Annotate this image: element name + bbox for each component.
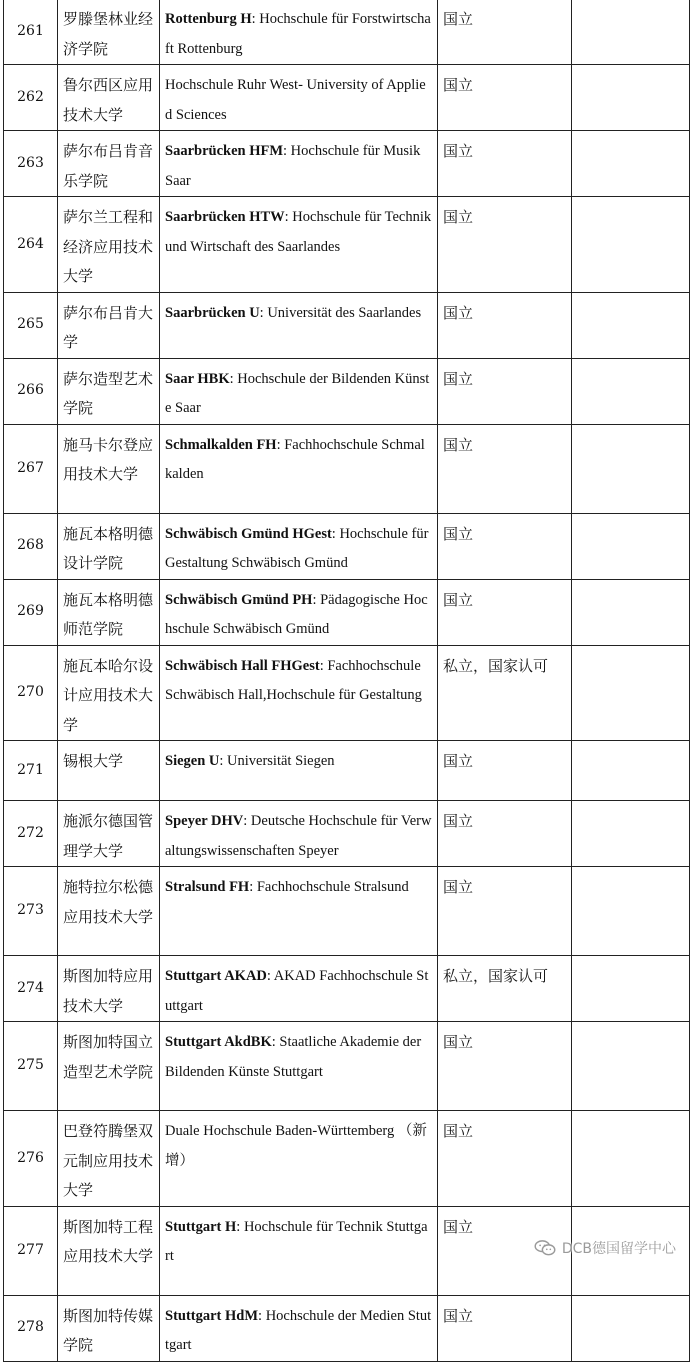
table-row bbox=[4, 0, 690, 65]
abbreviation: Schwäbisch Hall FHGest bbox=[165, 657, 320, 674]
chinese-name: 斯图加特工程应用技术大学 bbox=[58, 1206, 160, 1295]
institution-type: 国立 bbox=[438, 292, 572, 358]
abbreviation: Stuttgart HdM bbox=[165, 1307, 259, 1324]
row-number: 267 bbox=[4, 424, 58, 513]
full-name: : Fachhochschule Schwäbisch Hall,Hochschule für Gestaltung bbox=[165, 657, 422, 703]
empty-cell bbox=[572, 1111, 690, 1207]
full-name: : Hochschule für Technik Stuttgart bbox=[165, 1218, 428, 1264]
table-row bbox=[4, 645, 690, 741]
abbreviation: Stuttgart AkdBK bbox=[165, 1034, 272, 1050]
empty-cell bbox=[572, 197, 690, 293]
institution-type: 国立 bbox=[438, 1111, 572, 1207]
full-name: : Staatliche Akademie der Bildenden Künste Stuttgart bbox=[165, 1034, 422, 1080]
empty-cell bbox=[572, 131, 690, 197]
german-name bbox=[160, 645, 438, 741]
german-name bbox=[160, 131, 438, 197]
row-number: 269 bbox=[4, 579, 58, 645]
empty-cell bbox=[572, 358, 690, 424]
row-number: 272 bbox=[4, 801, 58, 867]
institution-type: 私立，国家认可 bbox=[438, 645, 572, 741]
empty-cell bbox=[572, 645, 690, 741]
chinese-name: 施马卡尔登应用技术大学 bbox=[58, 424, 160, 513]
table-row bbox=[4, 579, 690, 645]
full-name: Duale Hochschule Baden-Württemberg （新增） bbox=[165, 1123, 427, 1169]
institution-type: 国立 bbox=[438, 579, 572, 645]
chinese-name: 斯图加特国立造型艺术学院 bbox=[58, 1022, 160, 1111]
german-name bbox=[160, 579, 438, 645]
abbreviation: Stuttgart H bbox=[165, 1218, 237, 1235]
full-name: : Hochschule der Medien Stuttgart bbox=[165, 1307, 432, 1353]
full-name: : Hochschule der Bildenden Künste Saar bbox=[165, 370, 430, 416]
table-row bbox=[4, 513, 690, 579]
empty-cell bbox=[572, 741, 690, 801]
empty-cell bbox=[572, 65, 690, 131]
abbreviation: Rottenburg H bbox=[165, 11, 252, 27]
institution-type: 国立 bbox=[438, 513, 572, 579]
german-name bbox=[160, 1022, 438, 1111]
table-row bbox=[4, 131, 690, 197]
german-name bbox=[160, 0, 438, 65]
row-number: 274 bbox=[4, 956, 58, 1022]
chinese-name: 萨尔造型艺术学院 bbox=[58, 358, 160, 424]
empty-cell bbox=[572, 292, 690, 358]
abbreviation: Siegen U bbox=[165, 753, 220, 769]
german-name bbox=[160, 801, 438, 867]
row-number: 273 bbox=[4, 867, 58, 956]
table-row bbox=[4, 867, 690, 956]
german-name bbox=[160, 513, 438, 579]
full-name: : Fachhochschule Schmalkalden bbox=[165, 436, 425, 482]
abbreviation: Stuttgart AKAD bbox=[165, 968, 267, 984]
empty-cell bbox=[572, 801, 690, 867]
empty-cell bbox=[572, 1295, 690, 1361]
row-number: 261 bbox=[4, 0, 58, 65]
table-row bbox=[4, 1022, 690, 1111]
table-row bbox=[4, 424, 690, 513]
chinese-name: 罗滕堡林业经济学院 bbox=[58, 0, 160, 65]
institution-type: 国立 bbox=[438, 867, 572, 956]
chinese-name: 巴登符腾堡双元制应用技术大学 bbox=[58, 1111, 160, 1207]
institution-type: 国立 bbox=[438, 801, 572, 867]
row-number: 263 bbox=[4, 131, 58, 197]
row-number: 278 bbox=[4, 1295, 58, 1361]
table-row bbox=[4, 292, 690, 358]
empty-cell bbox=[572, 579, 690, 645]
empty-cell bbox=[572, 424, 690, 513]
german-name bbox=[160, 1111, 438, 1207]
table-row bbox=[4, 358, 690, 424]
chinese-name: 斯图加特传媒学院 bbox=[58, 1295, 160, 1361]
full-name: : Universität Siegen bbox=[219, 753, 335, 769]
german-name bbox=[160, 197, 438, 293]
german-name bbox=[160, 956, 438, 1022]
chinese-name: 萨尔兰工程和经济应用技术大学 bbox=[58, 197, 160, 293]
full-name: : Hochschule für Forstwirtschaft Rottenburg bbox=[165, 11, 431, 57]
institution-type: 国立 bbox=[438, 197, 572, 293]
abbreviation: Saar HBK bbox=[165, 370, 230, 387]
full-name: : Hochschule für Gestaltung Schwäbisch Gmünd bbox=[165, 525, 429, 571]
abbreviation: Speyer DHV bbox=[165, 813, 244, 829]
abbreviation: Saarbrücken HTW bbox=[165, 209, 285, 225]
chinese-name: 施瓦本格明德师范学院 bbox=[58, 579, 160, 645]
row-number: 266 bbox=[4, 358, 58, 424]
empty-cell bbox=[572, 513, 690, 579]
chinese-name: 施派尔德国管理学大学 bbox=[58, 801, 160, 867]
row-number: 265 bbox=[4, 292, 58, 358]
full-name: : Universität des Saarlandes bbox=[259, 304, 422, 321]
full-name: : Hochschule für Musik Saar bbox=[165, 143, 421, 189]
abbreviation: Stralsund FH bbox=[165, 879, 250, 895]
chinese-name: 萨尔布吕肯大学 bbox=[58, 292, 160, 358]
table-row bbox=[4, 741, 690, 801]
row-number: 262 bbox=[4, 65, 58, 131]
german-name bbox=[160, 424, 438, 513]
chinese-name: 施瓦本哈尔设计应用技术大学 bbox=[58, 645, 160, 741]
chinese-name: 鲁尔西区应用技术大学 bbox=[58, 65, 160, 131]
watermark bbox=[534, 1238, 676, 1258]
empty-cell bbox=[572, 0, 690, 65]
table-row bbox=[4, 1295, 690, 1361]
german-name bbox=[160, 1295, 438, 1361]
full-name: Hochschule Ruhr West- University of Applied Sciences bbox=[165, 77, 426, 123]
full-name: : Deutsche Hochschule für Verwaltungswissenschaften Speyer bbox=[165, 813, 432, 859]
row-number: 275 bbox=[4, 1022, 58, 1111]
abbreviation: Saarbrücken U bbox=[165, 304, 260, 321]
empty-cell bbox=[572, 867, 690, 956]
chinese-name: 施特拉尔松德应用技术大学 bbox=[58, 867, 160, 956]
full-name: : AKAD Fachhochschule Stuttgart bbox=[165, 968, 429, 1014]
institution-type: 私立，国家认可 bbox=[438, 956, 572, 1022]
full-name: : Pädagogische Hochschule Schwäbisch Gmünd bbox=[165, 591, 428, 637]
institution-type: 国立 bbox=[438, 424, 572, 513]
abbreviation: Schwäbisch Gmünd HGest bbox=[165, 525, 332, 542]
chinese-name: 锡根大学 bbox=[58, 741, 160, 801]
row-number: 276 bbox=[4, 1111, 58, 1207]
institution-type: 国立 bbox=[438, 741, 572, 801]
german-name bbox=[160, 741, 438, 801]
row-number: 264 bbox=[4, 197, 58, 293]
abbreviation: Saarbrücken HFM bbox=[165, 143, 284, 159]
institution-type: 国立 bbox=[438, 0, 572, 65]
chinese-name: 施瓦本格明德设计学院 bbox=[58, 513, 160, 579]
row-number: 270 bbox=[4, 645, 58, 741]
table-row bbox=[4, 65, 690, 131]
institution-type: 国立 bbox=[438, 358, 572, 424]
full-name: : Fachhochschule Stralsund bbox=[249, 879, 409, 895]
table-row bbox=[4, 1111, 690, 1207]
institution-type: 国立 bbox=[438, 1295, 572, 1361]
abbreviation: Schmalkalden FH bbox=[165, 436, 277, 453]
german-name bbox=[160, 867, 438, 956]
abbreviation: Schwäbisch Gmünd PH bbox=[165, 591, 313, 608]
table-row bbox=[4, 197, 690, 293]
row-number: 271 bbox=[4, 741, 58, 801]
row-number: 277 bbox=[4, 1206, 58, 1295]
full-name: : Hochschule für Technik und Wirtschaft des Saarlandes bbox=[165, 209, 432, 255]
german-name bbox=[160, 358, 438, 424]
chinese-name: 斯图加特应用技术大学 bbox=[58, 956, 160, 1022]
table-row bbox=[4, 801, 690, 867]
table-row bbox=[4, 956, 690, 1022]
wechat-icon bbox=[534, 1240, 556, 1256]
institution-type: 国立 bbox=[438, 131, 572, 197]
row-number: 268 bbox=[4, 513, 58, 579]
institution-type: 国立 bbox=[438, 1022, 572, 1111]
german-name bbox=[160, 65, 438, 131]
empty-cell bbox=[572, 1022, 690, 1111]
empty-cell bbox=[572, 956, 690, 1022]
institution-type: 国立 bbox=[438, 65, 572, 131]
german-name bbox=[160, 292, 438, 358]
institution-type: 国立 bbox=[438, 1206, 572, 1295]
chinese-name: 萨尔布吕肯音乐学院 bbox=[58, 131, 160, 197]
university-table bbox=[3, 0, 690, 1362]
german-name bbox=[160, 1206, 438, 1295]
watermark-text: DCB德国留学中心 bbox=[561, 1241, 676, 1257]
